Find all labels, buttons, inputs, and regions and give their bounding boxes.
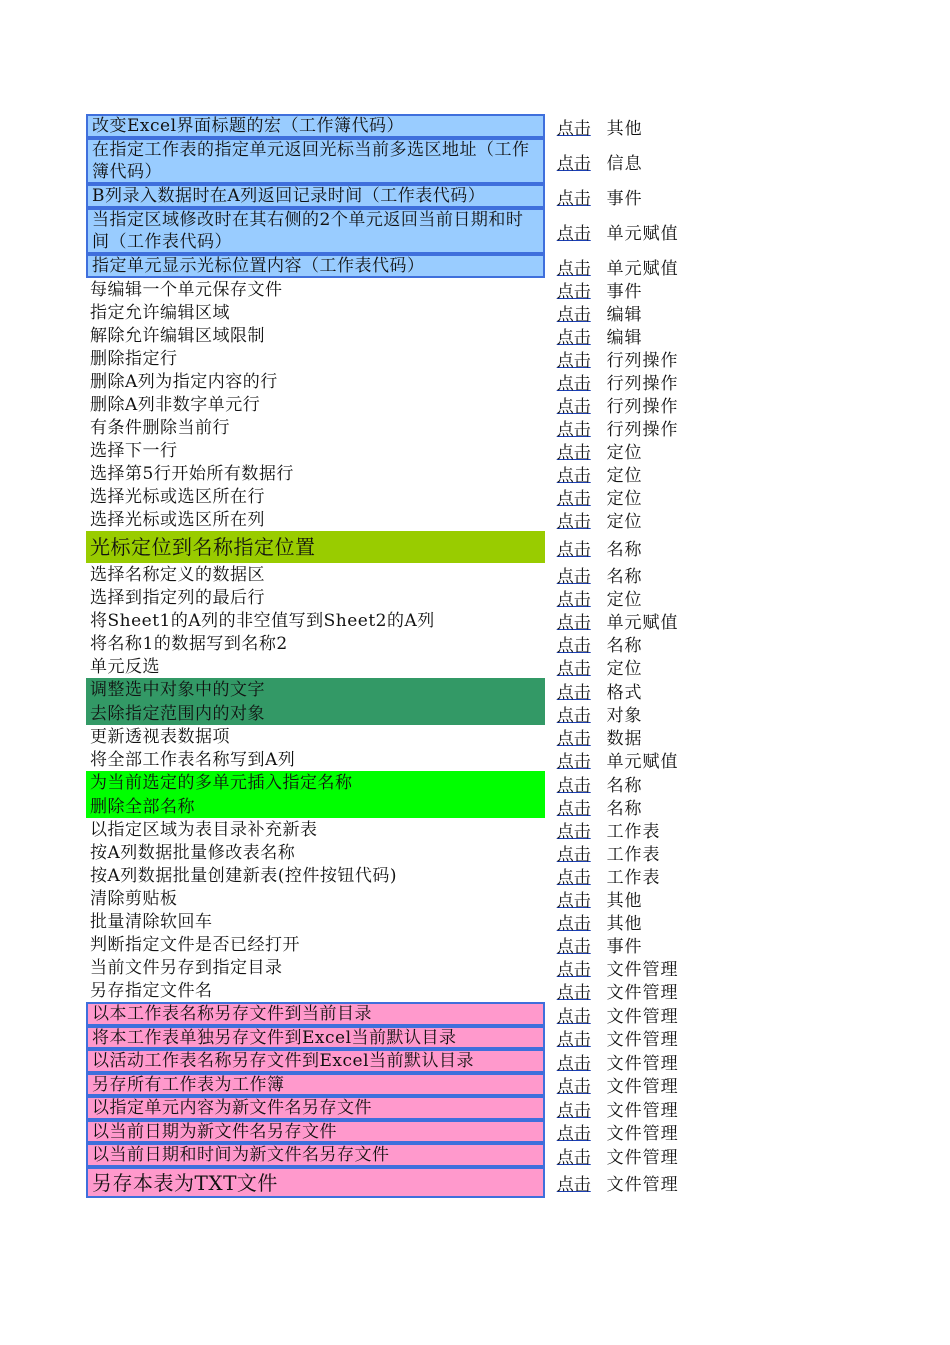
category-cell: 定位 bbox=[606, 489, 643, 509]
link-cell bbox=[545, 301, 603, 324]
category-cell: 文件管理 bbox=[606, 1100, 679, 1121]
click-link[interactable]: 点击 bbox=[556, 489, 591, 509]
link-cell bbox=[545, 586, 603, 609]
table-row bbox=[86, 678, 726, 702]
link-cell bbox=[545, 864, 603, 887]
link-cell bbox=[545, 795, 603, 818]
table-row bbox=[86, 347, 726, 370]
category-cell: 文件管理 bbox=[606, 1175, 679, 1195]
link-cell bbox=[545, 278, 603, 301]
link-cell bbox=[545, 1167, 603, 1198]
table-row bbox=[86, 393, 726, 416]
link-cell bbox=[545, 531, 603, 563]
category-cell: 文件管理 bbox=[606, 1077, 679, 1097]
link-cell bbox=[545, 655, 603, 678]
macro-title-cell[interactable]: 指定单元显示光标位置内容（工作表代码） bbox=[86, 254, 545, 278]
category-cell: 定位 bbox=[606, 466, 643, 486]
table-row bbox=[86, 370, 726, 393]
macro-title-cell[interactable]: B列录入数据时在A列返回记录时间（工作表代码） bbox=[86, 184, 545, 208]
category-cell: 单元赋值 bbox=[606, 258, 679, 279]
link-cell bbox=[545, 771, 603, 795]
category-cell: 对象 bbox=[606, 706, 643, 726]
category-cell: 工作表 bbox=[606, 868, 661, 888]
macro-title-cell[interactable]: 以指定单元内容为新文件名另存文件 bbox=[86, 1096, 545, 1120]
table-row bbox=[86, 655, 726, 678]
category-cell: 其他 bbox=[606, 914, 643, 934]
category-cell: 编辑 bbox=[606, 305, 643, 325]
table-row bbox=[86, 1120, 726, 1143]
macro-title-cell[interactable]: 选择光标或选区所在行 bbox=[90, 486, 265, 507]
link-cell bbox=[545, 370, 603, 393]
link-cell bbox=[545, 748, 603, 771]
table-row bbox=[86, 795, 726, 818]
link-cell bbox=[545, 702, 603, 725]
macro-title-cell[interactable]: 当指定区域修改时在其右侧的2个单元返回当前日期和时间（工作表代码） bbox=[86, 208, 545, 254]
category-cell: 工作表 bbox=[606, 822, 661, 842]
table-row bbox=[86, 531, 726, 563]
table-row bbox=[86, 1049, 726, 1073]
category-cell: 定位 bbox=[606, 590, 643, 610]
click-link[interactable]: 点击 bbox=[556, 466, 591, 486]
click-link[interactable]: 点击 bbox=[556, 153, 591, 174]
macro-title-cell[interactable]: 调整选中对象中的文字 bbox=[86, 678, 545, 702]
click-link[interactable]: 点击 bbox=[556, 1030, 591, 1050]
click-link[interactable]: 点击 bbox=[556, 282, 591, 302]
link-cell bbox=[545, 393, 603, 416]
macro-title-cell[interactable]: 清除剪贴板 bbox=[90, 888, 178, 909]
category-cell: 定位 bbox=[606, 443, 643, 463]
table-row bbox=[86, 278, 726, 301]
macro-title-cell[interactable]: 将本工作表单独另存文件到Excel当前默认目录 bbox=[86, 1026, 545, 1049]
table-row bbox=[86, 138, 726, 184]
macro-title-cell[interactable]: 删除指定行 bbox=[90, 348, 178, 369]
category-cell: 事件 bbox=[606, 188, 643, 209]
table-row bbox=[86, 1143, 726, 1167]
click-link[interactable]: 点击 bbox=[556, 567, 591, 587]
click-link[interactable]: 点击 bbox=[556, 613, 591, 633]
click-link[interactable]: 点击 bbox=[556, 590, 591, 610]
click-link[interactable]: 点击 bbox=[556, 397, 591, 417]
link-cell bbox=[545, 208, 603, 254]
click-link[interactable]: 点击 bbox=[556, 868, 591, 888]
macro-title-cell[interactable]: 另存所有工作表为工作簿 bbox=[86, 1073, 545, 1096]
table-row bbox=[86, 609, 726, 632]
category-cell: 名称 bbox=[606, 799, 643, 819]
macro-title-cell[interactable]: 删除A列非数字单元行 bbox=[90, 394, 261, 415]
category-cell: 文件管理 bbox=[606, 1147, 679, 1168]
category-cell: 行列操作 bbox=[606, 397, 679, 417]
table-row bbox=[86, 1002, 726, 1026]
macro-title-cell[interactable]: 按A列数据批量创建新表(控件按钮代码) bbox=[90, 865, 398, 886]
table-row bbox=[86, 301, 726, 324]
macro-title-cell[interactable]: 判断指定文件是否已经打开 bbox=[90, 934, 300, 955]
link-cell bbox=[545, 416, 603, 439]
macro-table bbox=[86, 114, 726, 1198]
macro-title-cell[interactable]: 解除允许编辑区域限制 bbox=[90, 325, 265, 346]
category-cell: 文件管理 bbox=[606, 1030, 679, 1050]
link-cell bbox=[545, 1096, 603, 1120]
macro-title-cell[interactable]: 选择到指定列的最后行 bbox=[90, 587, 265, 608]
macro-title-cell[interactable]: 将Sheet1的A列的非空值写到Sheet2的A列 bbox=[90, 610, 435, 631]
category-cell: 行列操作 bbox=[606, 374, 679, 394]
click-link[interactable]: 点击 bbox=[556, 258, 591, 279]
link-cell bbox=[545, 956, 603, 979]
table-row bbox=[86, 725, 726, 748]
click-link[interactable]: 点击 bbox=[556, 118, 591, 139]
macro-title-cell[interactable]: 删除A列为指定内容的行 bbox=[90, 371, 278, 392]
category-cell: 名称 bbox=[606, 636, 643, 656]
table-row bbox=[86, 254, 726, 278]
click-link[interactable]: 点击 bbox=[556, 822, 591, 842]
click-link[interactable]: 点击 bbox=[556, 223, 591, 244]
table-row bbox=[86, 563, 726, 586]
click-link[interactable]: 点击 bbox=[556, 1006, 591, 1027]
click-link[interactable]: 点击 bbox=[556, 328, 591, 348]
link-cell bbox=[545, 138, 603, 184]
table-row bbox=[86, 887, 726, 910]
link-cell bbox=[545, 485, 603, 508]
category-cell: 单元赋值 bbox=[606, 223, 679, 244]
table-row bbox=[86, 1026, 726, 1049]
link-cell bbox=[545, 678, 603, 702]
click-link[interactable]: 点击 bbox=[556, 891, 591, 911]
category-cell: 文件管理 bbox=[606, 1053, 679, 1074]
category-cell: 工作表 bbox=[606, 845, 661, 865]
table-row bbox=[86, 771, 726, 795]
macro-title-cell[interactable]: 将名称1的数据写到名称2 bbox=[90, 633, 288, 654]
macro-title-cell[interactable]: 以当前日期和时间为新文件名另存文件 bbox=[86, 1143, 545, 1167]
macro-title-cell[interactable]: 选择第5行开始所有数据行 bbox=[90, 463, 294, 484]
table-row bbox=[86, 1096, 726, 1120]
macro-title-cell[interactable]: 光标定位到名称指定位置 bbox=[86, 531, 545, 563]
category-cell: 行列操作 bbox=[606, 351, 679, 371]
link-cell bbox=[545, 462, 603, 485]
category-cell: 格式 bbox=[606, 682, 643, 703]
macro-title-cell[interactable]: 选择名称定义的数据区 bbox=[90, 564, 265, 585]
category-cell: 文件管理 bbox=[606, 1124, 679, 1144]
macro-title-cell[interactable]: 以本工作表名称另存文件到当前目录 bbox=[86, 1002, 545, 1026]
category-cell: 信息 bbox=[606, 153, 643, 174]
macro-title-cell[interactable]: 另存指定文件名 bbox=[90, 980, 213, 1001]
link-cell bbox=[545, 1143, 603, 1167]
link-cell bbox=[545, 933, 603, 956]
click-link[interactable]: 点击 bbox=[556, 706, 591, 726]
table-row bbox=[86, 818, 726, 841]
click-link[interactable]: 点击 bbox=[556, 775, 591, 796]
table-row bbox=[86, 324, 726, 347]
link-cell bbox=[545, 1049, 603, 1073]
click-link[interactable]: 点击 bbox=[556, 659, 591, 679]
click-link[interactable]: 点击 bbox=[556, 729, 591, 749]
category-cell: 名称 bbox=[606, 775, 643, 796]
macro-title-cell[interactable]: 以当前日期为新文件名另存文件 bbox=[86, 1120, 545, 1143]
macro-title-cell[interactable]: 以活动工作表名称另存文件到Excel当前默认目录 bbox=[86, 1049, 545, 1073]
link-cell bbox=[545, 114, 603, 138]
table-row bbox=[86, 184, 726, 208]
link-cell bbox=[545, 254, 603, 278]
category-cell: 名称 bbox=[606, 567, 643, 587]
link-cell bbox=[545, 508, 603, 531]
link-cell bbox=[545, 725, 603, 748]
link-cell bbox=[545, 841, 603, 864]
macro-title-cell[interactable]: 单元反选 bbox=[90, 656, 160, 677]
link-cell bbox=[545, 1002, 603, 1026]
macro-title-cell[interactable]: 将全部工作表名称写到A列 bbox=[90, 749, 296, 770]
click-link[interactable]: 点击 bbox=[556, 188, 591, 209]
macro-title-cell[interactable]: 在指定工作表的指定单元返回光标当前多选区地址（工作簿代码） bbox=[86, 138, 545, 184]
click-link[interactable]: 点击 bbox=[556, 1053, 591, 1074]
category-cell: 名称 bbox=[606, 539, 643, 560]
click-link[interactable]: 点击 bbox=[556, 1077, 591, 1097]
click-link[interactable]: 点击 bbox=[556, 443, 591, 463]
link-cell bbox=[545, 1120, 603, 1143]
table-row bbox=[86, 933, 726, 956]
click-link[interactable]: 点击 bbox=[556, 636, 591, 656]
category-cell: 其他 bbox=[606, 891, 643, 911]
table-row bbox=[86, 114, 726, 138]
click-link[interactable]: 点击 bbox=[556, 1100, 591, 1121]
link-cell bbox=[545, 887, 603, 910]
macro-title-cell[interactable]: 改变Excel界面标题的宏（工作簿代码） bbox=[86, 114, 545, 138]
table-row bbox=[86, 841, 726, 864]
click-link[interactable]: 点击 bbox=[556, 914, 591, 934]
category-cell: 定位 bbox=[606, 512, 643, 532]
click-link[interactable]: 点击 bbox=[556, 799, 591, 819]
category-cell: 文件管理 bbox=[606, 1006, 679, 1027]
link-cell bbox=[545, 818, 603, 841]
click-link[interactable]: 点击 bbox=[556, 960, 591, 980]
link-cell bbox=[545, 609, 603, 632]
table-row bbox=[86, 1167, 726, 1198]
link-cell bbox=[545, 632, 603, 655]
table-row bbox=[86, 208, 726, 254]
category-cell: 文件管理 bbox=[606, 983, 679, 1003]
category-cell: 其他 bbox=[606, 118, 643, 139]
category-cell: 单元赋值 bbox=[606, 752, 679, 772]
table-row bbox=[86, 508, 726, 531]
click-link[interactable]: 点击 bbox=[556, 752, 591, 772]
table-row bbox=[86, 1073, 726, 1096]
click-link[interactable]: 点击 bbox=[556, 305, 591, 325]
macro-title-cell[interactable]: 批量清除软回车 bbox=[90, 911, 213, 932]
table-row bbox=[86, 748, 726, 771]
click-link[interactable]: 点击 bbox=[556, 420, 591, 440]
macro-title-cell[interactable]: 以指定区域为表目录补充新表 bbox=[90, 819, 318, 840]
table-row bbox=[86, 864, 726, 887]
table-row bbox=[86, 439, 726, 462]
link-cell bbox=[545, 184, 603, 208]
macro-title-cell[interactable]: 选择光标或选区所在列 bbox=[90, 509, 265, 530]
macro-title-cell[interactable]: 更新透视表数据项 bbox=[90, 726, 230, 747]
macro-title-cell[interactable]: 每编辑一个单元保存文件 bbox=[90, 279, 283, 300]
macro-title-cell[interactable]: 指定允许编辑区域 bbox=[90, 302, 230, 323]
click-link[interactable]: 点击 bbox=[556, 512, 591, 532]
click-link[interactable]: 点击 bbox=[556, 351, 591, 371]
macro-title-cell[interactable]: 另存本表为TXT文件 bbox=[86, 1167, 545, 1198]
table-row bbox=[86, 979, 726, 1002]
click-link[interactable]: 点击 bbox=[556, 1147, 591, 1168]
table-row bbox=[86, 632, 726, 655]
click-link[interactable]: 点击 bbox=[556, 937, 591, 957]
table-row bbox=[86, 702, 726, 725]
click-link[interactable]: 点击 bbox=[556, 1175, 591, 1195]
macro-title-cell[interactable]: 删除全部名称 bbox=[86, 795, 545, 818]
click-link[interactable]: 点击 bbox=[556, 539, 591, 560]
link-cell bbox=[545, 979, 603, 1002]
category-cell: 文件管理 bbox=[606, 960, 679, 980]
category-cell: 行列操作 bbox=[606, 420, 679, 440]
category-cell: 事件 bbox=[606, 937, 643, 957]
link-cell bbox=[545, 347, 603, 370]
click-link[interactable]: 点击 bbox=[556, 1124, 591, 1144]
table-row bbox=[86, 462, 726, 485]
table-row bbox=[86, 956, 726, 979]
link-cell bbox=[545, 439, 603, 462]
macro-title-cell[interactable]: 选择下一行 bbox=[90, 440, 178, 461]
category-cell: 定位 bbox=[606, 659, 643, 679]
table-row bbox=[86, 485, 726, 508]
macro-title-cell[interactable]: 有条件删除当前行 bbox=[90, 417, 230, 438]
link-cell bbox=[545, 324, 603, 347]
link-cell bbox=[545, 563, 603, 586]
link-cell bbox=[545, 1073, 603, 1096]
click-link[interactable]: 点击 bbox=[556, 845, 591, 865]
macro-title-cell[interactable]: 按A列数据批量修改表名称 bbox=[90, 842, 296, 863]
click-link[interactable]: 点击 bbox=[556, 374, 591, 394]
link-cell bbox=[545, 910, 603, 933]
category-cell: 数据 bbox=[606, 729, 643, 749]
table-row bbox=[86, 416, 726, 439]
click-link[interactable]: 点击 bbox=[556, 983, 591, 1003]
table-row bbox=[86, 586, 726, 609]
category-cell: 单元赋值 bbox=[606, 613, 679, 633]
macro-title-cell[interactable]: 为当前选定的多单元插入指定名称 bbox=[86, 771, 545, 795]
category-cell: 编辑 bbox=[606, 328, 643, 348]
category-cell: 事件 bbox=[606, 282, 643, 302]
table-row bbox=[86, 910, 726, 933]
macro-title-cell[interactable]: 当前文件另存到指定目录 bbox=[90, 957, 283, 978]
click-link[interactable]: 点击 bbox=[556, 682, 591, 703]
macro-title-cell[interactable]: 去除指定范围内的对象 bbox=[86, 702, 545, 725]
link-cell bbox=[545, 1026, 603, 1049]
